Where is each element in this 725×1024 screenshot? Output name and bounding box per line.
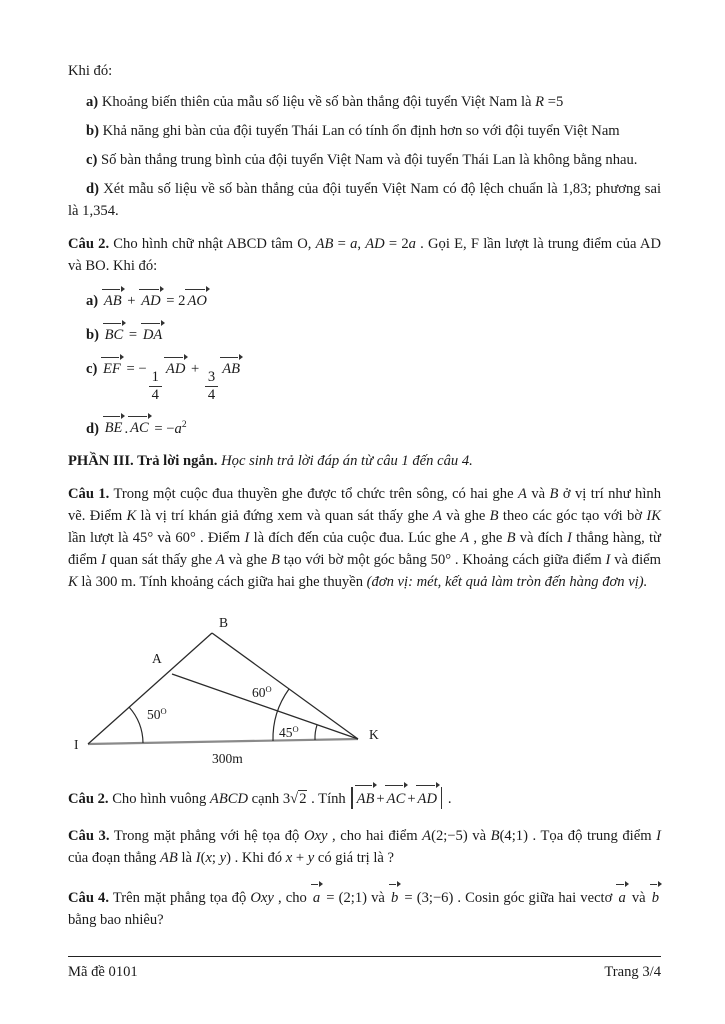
- arc-angle-50: [129, 707, 143, 743]
- line-IK: [88, 739, 358, 744]
- cau1-problem: Câu 1. Trong một cuộc đua thuyền ghe được tổ chức trên sông, có hai ghe A và B ở vị trí như hình vẽ. Điểm K là vị trí khán giả đứng xem và quan sát thấy ghe A và ghe B theo các góc tạo với bờ IK lần lượt là 45° và 60° . Điểm I là đích đến của cuộc đua. Lúc ghe A , ghe B và đích I thẳng hàng, từ điểm I quan sát thấy ghe A và ghe B tạo với bờ một góc bằng 50° . Khoảng cách giữa điểm I và điểm K là 300 m. Tính khoảng cách giữa hai ghe thuyền (đơn vị: mét, kết quả làm tròn đến hàng đơn vị).: [68, 486, 661, 591]
- triangle-diagram: [68, 611, 661, 771]
- cau2b-problem: Câu 2. Cho hình vuông ABCD cạnh 3√2 . Tính AB + AC + AD .: [68, 785, 661, 810]
- exam-code: Mã đề 0101: [68, 964, 138, 980]
- cau3-problem: Câu 3. Trong mặt phẳng với hệ tọa độ Oxy , cho hai điểm A(2;−5) và B(4;1) . Tọa độ trung điểm I của đoạn thẳng AB là I(x; y) . Khi đó x + y có giá trị là ?: [68, 828, 662, 867]
- statement-b: b) Khả năng ghi bàn của đội tuyển Thái Lan có tính ổn định hơn so với đội tuyển Việt Nam: [86, 123, 620, 139]
- cau2-option-b: b) BC = DA: [86, 327, 163, 343]
- cau2-option-d: d) BE . AC = $-a^2$: [86, 419, 187, 437]
- vertex-label-K: K: [369, 727, 379, 743]
- cau2-option-a: a) AB + AD = 2 AO: [86, 293, 207, 309]
- angle-label-60: $60^O$: [252, 684, 272, 701]
- page-number: Trang 3/4: [604, 964, 661, 980]
- statement-c: c) Số bàn thắng trung bình của đội tuyển Việt Nam và đội tuyển Thái Lan là không bằng nhau.: [86, 152, 638, 168]
- statement-d: d) Xét mẫu số liệu về số bàn thắng của đội tuyển Việt Nam có độ lệch chuẩn là 1,83; phương sai là 1,354.: [68, 181, 661, 219]
- angle-label-50: $50^O$: [147, 706, 167, 723]
- cau2-intro: Câu 2. Cho hình chữ nhật ABCD tâm O, AB = a, AD = 2a . Gọi E, F lần lượt là trung điểm của AD và BO. Khi đó:: [68, 236, 662, 274]
- base-length-label: 300m: [212, 751, 243, 767]
- phan3-heading: PHẦN III. Trả lời ngắn. Học sinh trả lời đáp án từ câu 1 đến câu 4.: [68, 453, 473, 470]
- angle-label-45: $45^O$: [279, 724, 299, 741]
- vertex-label-I: I: [74, 737, 79, 753]
- vertex-label-B: B: [219, 615, 229, 631]
- statement-a: a) Khoảng biến thiên của mẫu số liệu về số bàn thắng đội tuyển Việt Nam là R =5: [86, 94, 564, 110]
- cau2-option-c: c) EF = − $\frac{1}{4}$ AD + $\frac{3}{4}$ AB: [86, 361, 241, 403]
- page-footer: [68, 956, 661, 982]
- vertex-label-A: A: [152, 651, 162, 667]
- line-BK: [212, 633, 358, 739]
- intro-text: Khi đó:: [68, 63, 113, 79]
- arc-angle-45: [315, 725, 317, 740]
- cau4-problem: Câu 4. Trên mặt phẳng tọa độ Oxy , cho a = (2;1) và b = (3;−6) . Cosin góc giữa hai vectơ a và b bằng bao nhiêu?: [68, 884, 661, 931]
- line-IB: [88, 633, 212, 744]
